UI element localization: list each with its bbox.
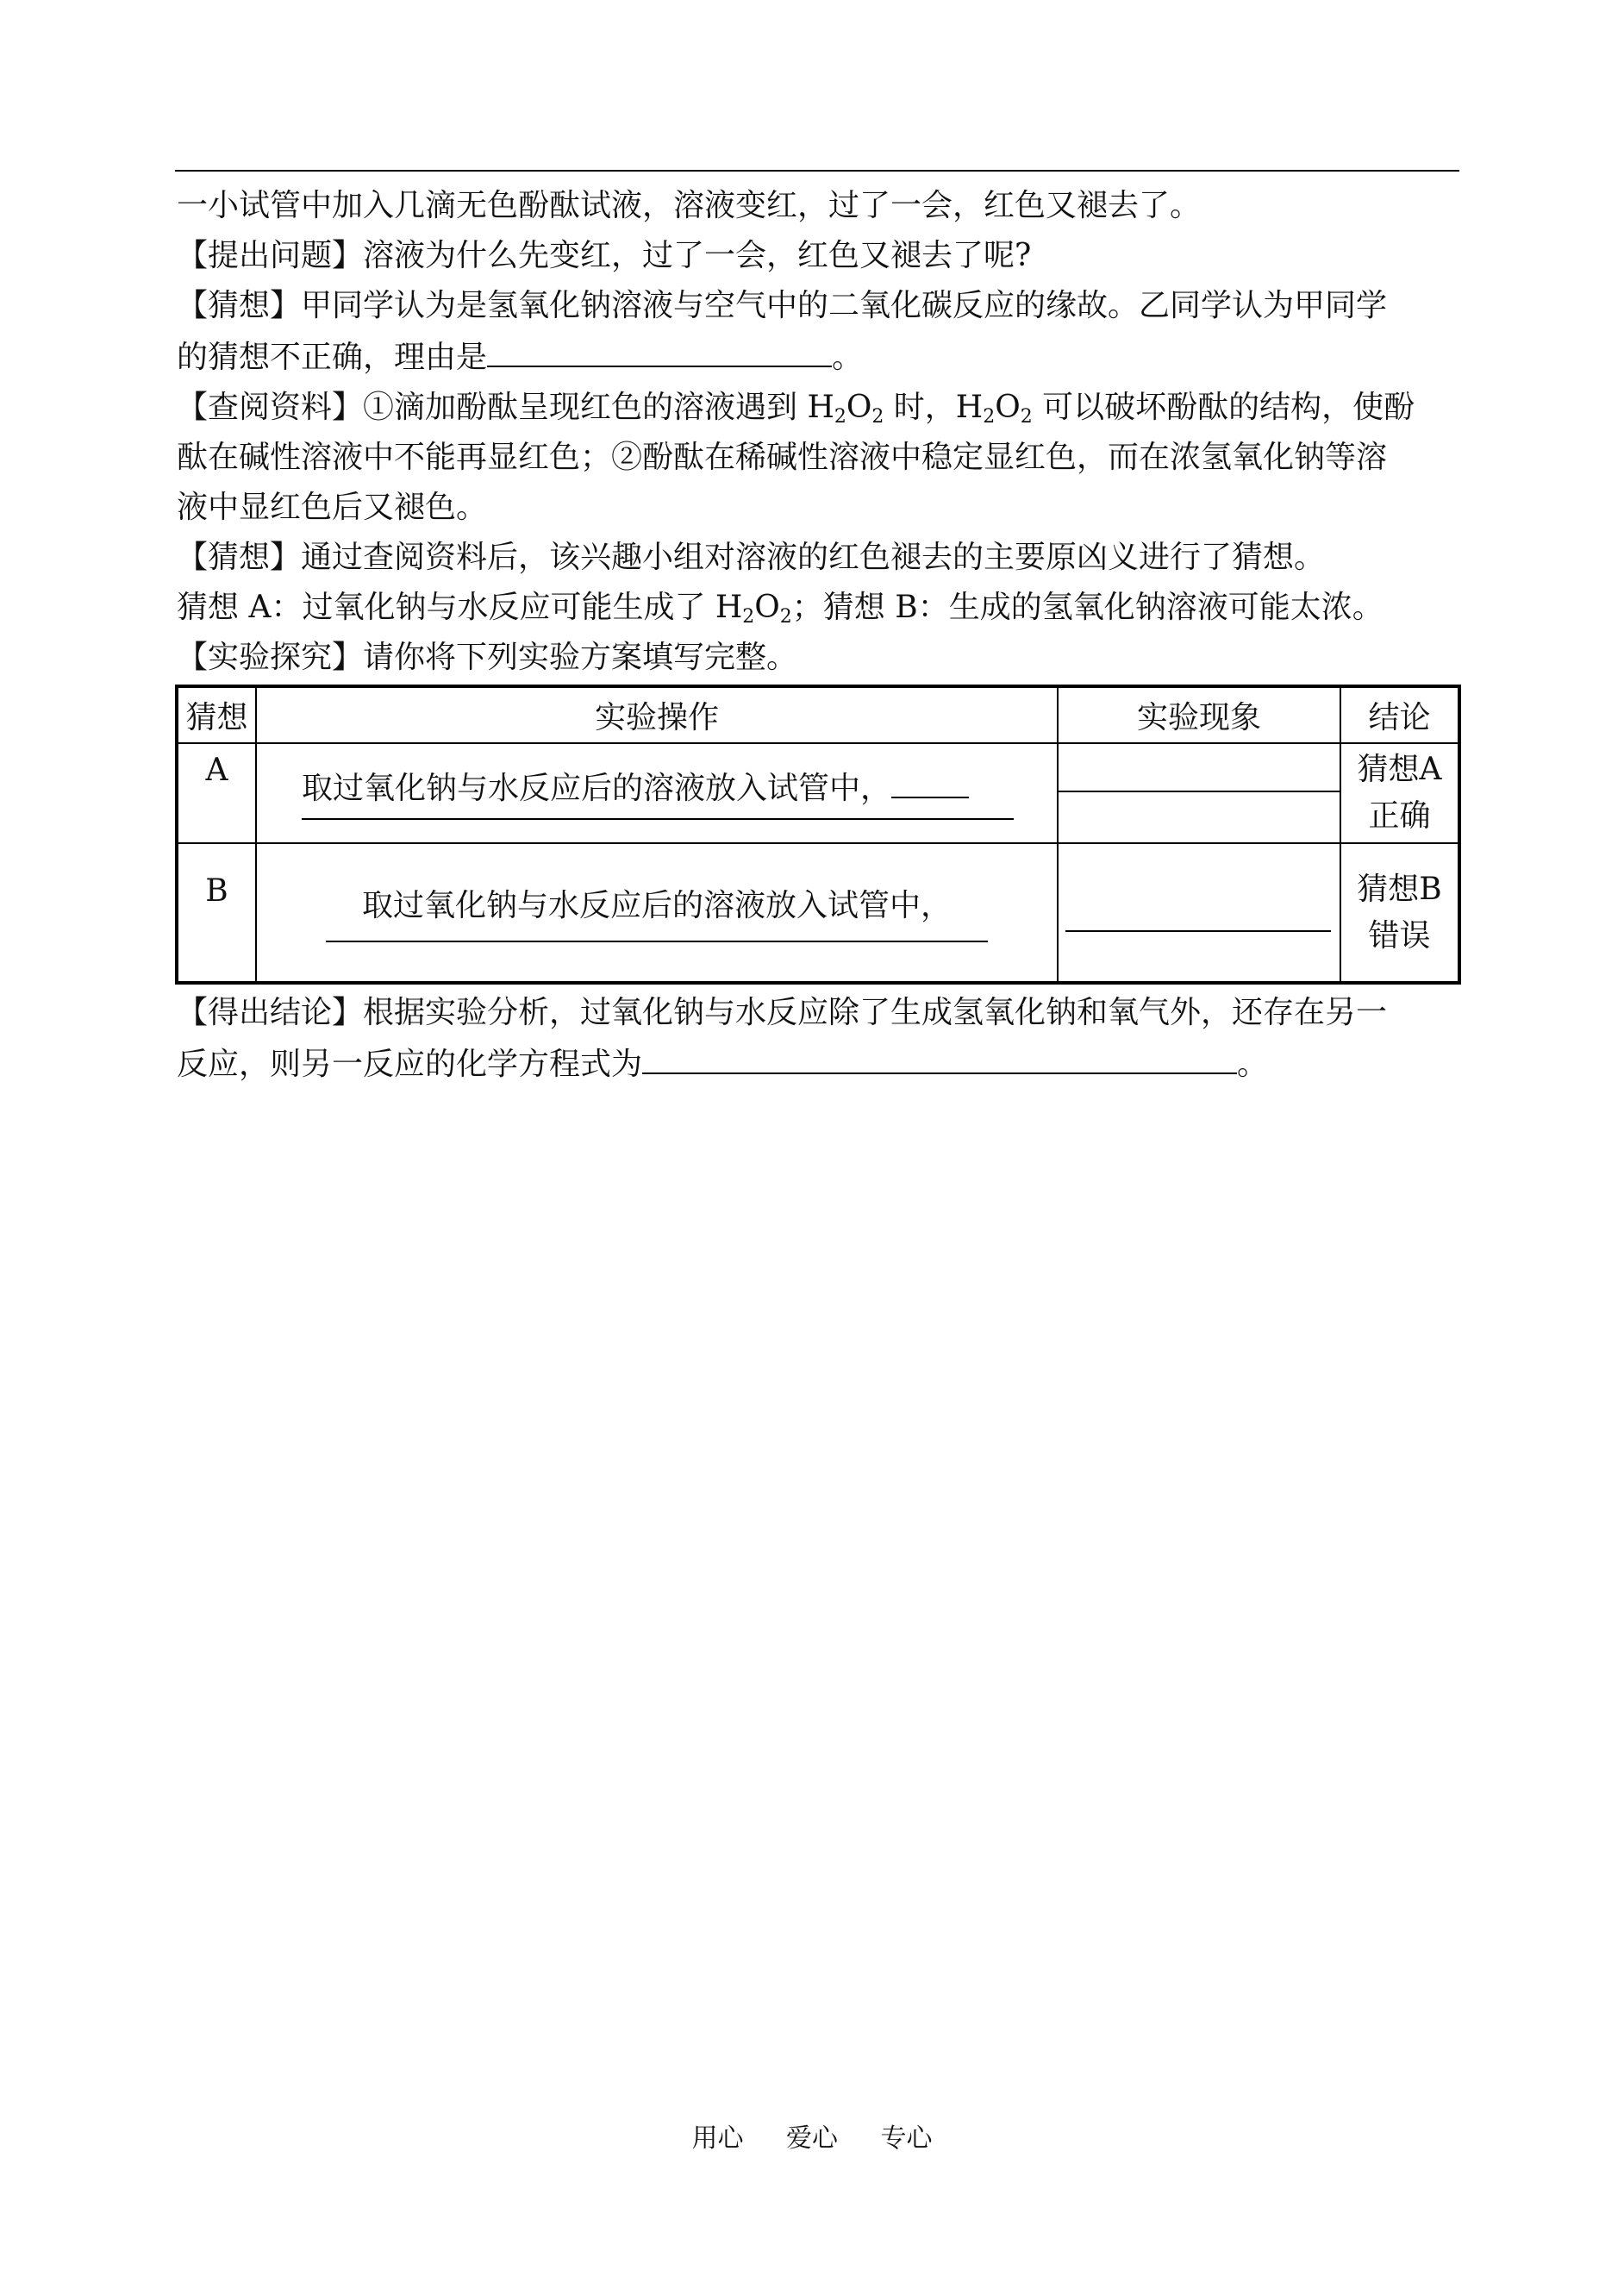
conclusion-a-line-1: 猜想A: [1357, 752, 1442, 787]
subscript: 2: [983, 406, 996, 428]
header-rule: [175, 170, 1459, 172]
text-line-equation: [177, 1038, 1461, 1090]
text-line-reference: [177, 383, 1461, 433]
ref-part-d: O: [995, 390, 1021, 425]
cell-conclusion-a: [1340, 743, 1459, 843]
table-row: [177, 743, 1459, 843]
experiment-table: [175, 685, 1461, 985]
text-line-reason: [177, 331, 1461, 383]
ref-part-a: 【查阅资料】①滴加酚酞呈现红色的溶液遇到 H: [177, 390, 834, 425]
ref-part-c: 时，H: [884, 390, 984, 425]
footer-word-1: 用心: [691, 2123, 744, 2154]
cell-phenomenon-b: [1058, 843, 1340, 983]
text-line-reference-2: 酞在碱性溶液中不能再显红色；②酚酞在稀碱性溶液中稳定显红色，而在浓氢氧化钠等溶: [177, 440, 1388, 475]
cell-operation-b: [256, 843, 1058, 983]
hyp-part-c: ；猜想 B：生成的氢氧化钠溶液可能太浓。: [791, 590, 1384, 625]
subscript: 2: [1020, 406, 1033, 428]
operation-a-blank-2[interactable]: [302, 818, 1014, 820]
equation-blank[interactable]: [642, 1038, 1237, 1074]
header-operation: 实验操作: [256, 686, 1058, 743]
subscript: 2: [834, 406, 846, 428]
footer-word-2: 爱心: [786, 2123, 838, 2154]
reason-blank[interactable]: [487, 331, 832, 367]
operation-a-blank-1[interactable]: [891, 767, 969, 798]
header-hypothesis: 猜想: [177, 686, 256, 743]
cell-hypothesis-b: B: [177, 843, 256, 983]
text-line-question: 【提出问题】溶液为什么先变红，过了一会，红色又褪去了呢?: [177, 238, 1032, 273]
equation-text: 反应，则另一反应的化学方程式为: [177, 1047, 643, 1082]
cell-hypothesis-a: A: [177, 743, 256, 843]
header-conclusion: 结论: [1340, 686, 1459, 743]
subscript: 2: [779, 606, 792, 628]
text-line-hypothesis-ab: [177, 583, 1461, 633]
conclusion-b-line-1: 猜想B: [1357, 871, 1442, 907]
operation-a-text: 取过氧化钠与水反应后的溶液放入试管中，: [302, 771, 892, 806]
cell-conclusion-b: [1340, 843, 1459, 983]
reason-text: 的猜想不正确，理由是: [177, 340, 488, 375]
text-line-reference-3: 液中显红色后又褪色。: [177, 490, 488, 525]
hyp-part-b: O: [754, 590, 780, 625]
text-line-conclusion: 【得出结论】根据实验分析，过氧化钠与水反应除了生成氢氧化钠和氧气外，还存在另一: [177, 995, 1388, 1030]
operation-b-blank[interactable]: [326, 941, 988, 942]
text-line-hypothesis-2: 【猜想】通过查阅资料后，该兴趣小组对溶液的红色褪去的主要原凶义进行了猜想。: [177, 540, 1326, 575]
table-header-row: [177, 686, 1459, 743]
subscript: 2: [742, 606, 755, 628]
text-line-hypothesis: 【猜想】甲同学认为是氢氧化钠溶液与空气中的二氧化碳反应的缘故。乙同学认为甲同学: [177, 288, 1388, 323]
phenomenon-b-blank[interactable]: [1065, 930, 1331, 932]
ref-part-e: 可以破坏酚酞的结构，使酚: [1032, 390, 1415, 425]
hyp-part-a: 猜想 A：过氧化钠与水反应可能生成了 H: [177, 590, 743, 625]
conclusion-a-line-2: 正确: [1368, 798, 1431, 834]
page-footer: [0, 2117, 1624, 2154]
text-line-experiment: 【实验探究】请你将下列实验方案填写完整。: [177, 640, 798, 675]
subscript: 2: [871, 406, 884, 428]
operation-b-text: 取过氧化钠与水反应后的溶液放入试管中，: [361, 887, 952, 923]
phenomenon-a-blank[interactable]: [1059, 791, 1340, 792]
ref-part-b: O: [846, 390, 872, 425]
conclusion-b-line-2: 错误: [1368, 917, 1431, 954]
document-body: [177, 181, 1461, 1090]
reason-end: 。: [832, 340, 864, 375]
equation-end: 。: [1237, 1047, 1269, 1082]
footer-word-3: 专心: [880, 2123, 933, 2154]
operation-a-line: [302, 766, 1014, 811]
header-phenomenon: 实验现象: [1058, 686, 1340, 743]
text-line-1: 一小试管中加入几滴无色酚酞试液，溶液变红，过了一会，红色又褪去了。: [177, 188, 1202, 223]
table-row: [177, 843, 1459, 983]
cell-phenomenon-a: [1058, 743, 1340, 843]
cell-operation-a: [256, 743, 1058, 843]
